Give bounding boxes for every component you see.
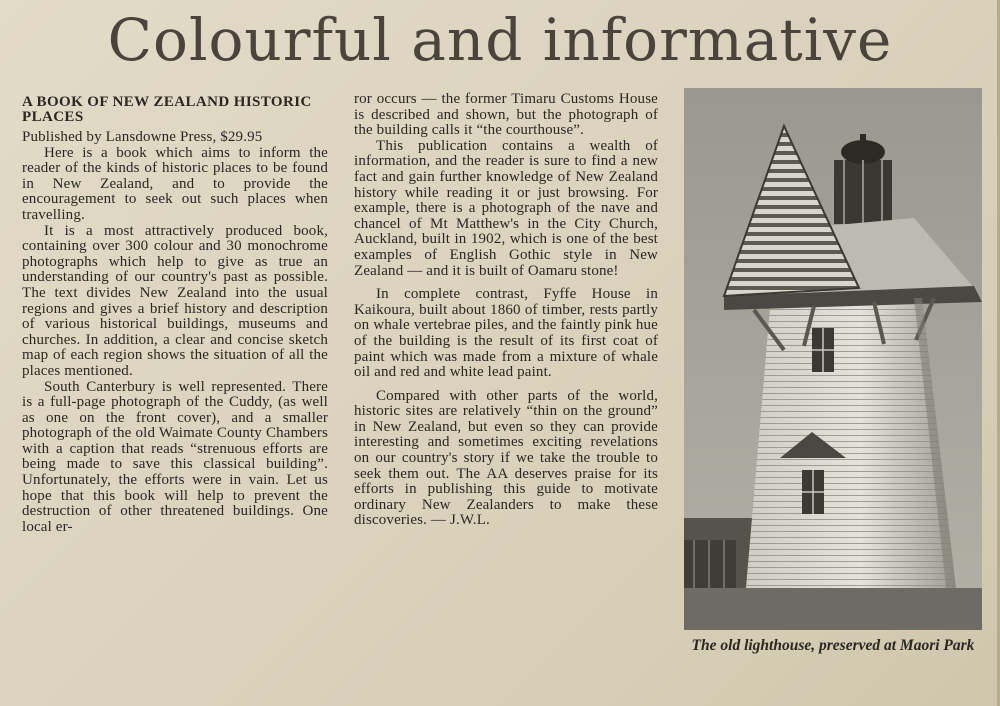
- paragraph: It is a most attractively produced book, containing over 300 colour and 30 monochrome photographs which help to give as true an understanding of our country's past as possible. The text divides New Zealand into the usual regions and gives a brief history and description of various historical buildings, museums and churches. In addition, a clear and concise sketch map of each region shows the situation of all the places mentioned.: [22, 222, 328, 379]
- headline: Colourful and informative: [107, 6, 893, 74]
- lighthouse-photo-icon: [684, 88, 982, 630]
- publisher-line: Published by Lansdowne Press, $29.95: [22, 129, 263, 145]
- article-column-2: [354, 92, 658, 529]
- article-column-1: [22, 95, 328, 535]
- paragraph: ror occurs — the former Timaru Customs House is described and shown, but the photograph of the building calls it “the courthouse”.: [354, 91, 658, 139]
- photo-caption: The old lighthouse, preserved at Maori Park: [691, 637, 975, 654]
- paragraph: South Canterbury is well represented. There is a full-page photograph of the Cuddy, (as well as one on the front cover), and a smaller photograph of the old Waimate County Chambers with a caption that reads “strenuous efforts are being made to save this classical building”. Unfortunately, the efforts were in vain. Let us hope that this book will help to prevent the destruction of other threatened buildings. One local er-: [22, 378, 328, 535]
- paragraph: This publication contains a wealth of information, and the reader is sure to find a new fact and gain further knowledge of New Zealand history while reading it or just browsing. For example, there is a photograph of the nave and chancel of Mt Matthew's in the City Church, Auckland, built in 1902, which is one of the best examples of English Gothic style in New Zealand — and it is built of Oamaru stone!: [354, 137, 658, 279]
- lighthouse-photo: [684, 88, 982, 630]
- paragraph: In complete contrast, Fyffe House in Kaikoura, built about 1860 of timber, rests partly on whale vertebrae piles, and the faintly pink hue of the building is the result of its first coat of paint which was made from a mixture of whale oil and red and white lead paint.: [354, 286, 658, 381]
- paragraph: Compared with other parts of the world, historic sites are relatively “thin on the ground” in New Zealand, but even so they can provide interesting and sometimes exciting revelations on our country's story if we take the trouble to seek them out. The AA deserves praise for its efforts in publishing this guide to motivate ordinary New Zealanders to make these discoveries. — J.W.L.: [354, 387, 658, 529]
- book-title: A BOOK OF NEW ZEALAND HISTORIC PLACES: [22, 94, 312, 125]
- paragraph: Here is a book which aims to inform the reader of the kinds of historic places to be found in New Zealand, and to provide the encouragement to seek out such places when travelling.: [22, 144, 328, 223]
